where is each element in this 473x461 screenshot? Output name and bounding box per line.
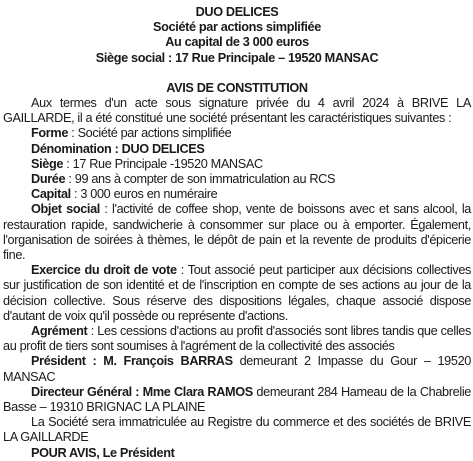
spacer (3, 66, 471, 81)
field-value: demeurant 284 Hameau de la Chabrelie Basse – 19310 BRIGNAC LA PLAINE (3, 384, 471, 415)
field-label: Durée (31, 172, 66, 187)
field-separator: : (68, 126, 78, 141)
field-label: Siège (31, 156, 64, 171)
field-value: DUO DELICES (121, 141, 205, 156)
field-value: 17 Rue Principale -19520 MANSAC (72, 156, 263, 171)
notice-intro: Aux termes d'un acte sous signature privée du 4 avril 2024 à BRIVE LA GAILLARDE, il a été constitué une société présentant les caractéristiques suivantes : (3, 96, 471, 126)
field-separator (233, 354, 240, 368)
field-separator: : (99, 202, 113, 217)
field-label: Président : M. François BARRAS (31, 354, 233, 369)
field-value: Les cessions d'actions au profit d'associés sont libres tandis que celles au profit de tiers sont soumises à l'agrément de la collectivité des associés (3, 324, 472, 354)
field-value: Tout associé peut participer aux décisions collectives sur justification de son identité et de l'inscription en compte de ses actions au jour de la décision collective. Sous réserve des dispositions légales, chaque associé dispose d'autant de voix qu'il possède ou représente d'actions. (3, 263, 472, 323)
field-value: Société par actions simplifiée (77, 126, 232, 141)
notice-title: AVIS DE CONSTITUTION (166, 80, 308, 95)
signature: POUR AVIS, Le Président (31, 445, 175, 460)
registration-statement: La Société sera immatriculée au Registre du commerce et des sociétés de BRIVE LA GAILLARDE (3, 415, 471, 445)
field-value: demeurant 2 Impasse du Gour – 19520 MANSAC (3, 354, 471, 384)
company-name: DUO DELICES (195, 5, 279, 19)
field-directeur-general (3, 385, 471, 415)
field-duree (3, 172, 471, 187)
field-separator: : (63, 156, 73, 171)
field-agrement (3, 324, 471, 354)
field-label: Capital (31, 187, 71, 202)
company-type: Société par actions simplifiée (153, 20, 321, 35)
field-siege (3, 157, 471, 172)
field-label: Agrément (31, 324, 88, 339)
field-separator: : (70, 187, 81, 202)
field-value: 3 000 euros en numéraire (80, 187, 218, 202)
field-label: Dénomination (31, 141, 112, 156)
field-vote (3, 263, 471, 324)
field-label: Exercice du droit de vote (31, 263, 177, 278)
field-president (3, 354, 471, 384)
field-label: Directeur Général : Mme Clara RAMOS (31, 384, 253, 399)
field-denomination (3, 142, 471, 157)
field-separator: : (176, 263, 188, 278)
notice-header (3, 5, 471, 66)
company-capital: Au capital de 3 000 euros (165, 35, 309, 50)
field-forme (3, 126, 471, 141)
field-value: 99 ans à compter de son immatriculation au RCS (74, 172, 336, 187)
field-label: Objet social (31, 202, 100, 217)
field-separator: : (65, 172, 75, 187)
field-capital (3, 187, 471, 202)
field-objet (3, 202, 471, 263)
field-label: Forme (31, 126, 69, 141)
field-separator: : (87, 324, 98, 339)
company-head-office: Siège social : 17 Rue Principale – 19520 MANSAC (95, 50, 379, 65)
field-value: l'activité de coffee shop, vente de boissons avec et sans alcool, la restauration rapide, sandwicherie à consommer sur place ou à emporter. Également, l'organisation de soirées à thèmes, le dépôt de pain et la revente de produits d'épicerie fine. (3, 202, 471, 263)
field-separator: : (111, 141, 122, 156)
